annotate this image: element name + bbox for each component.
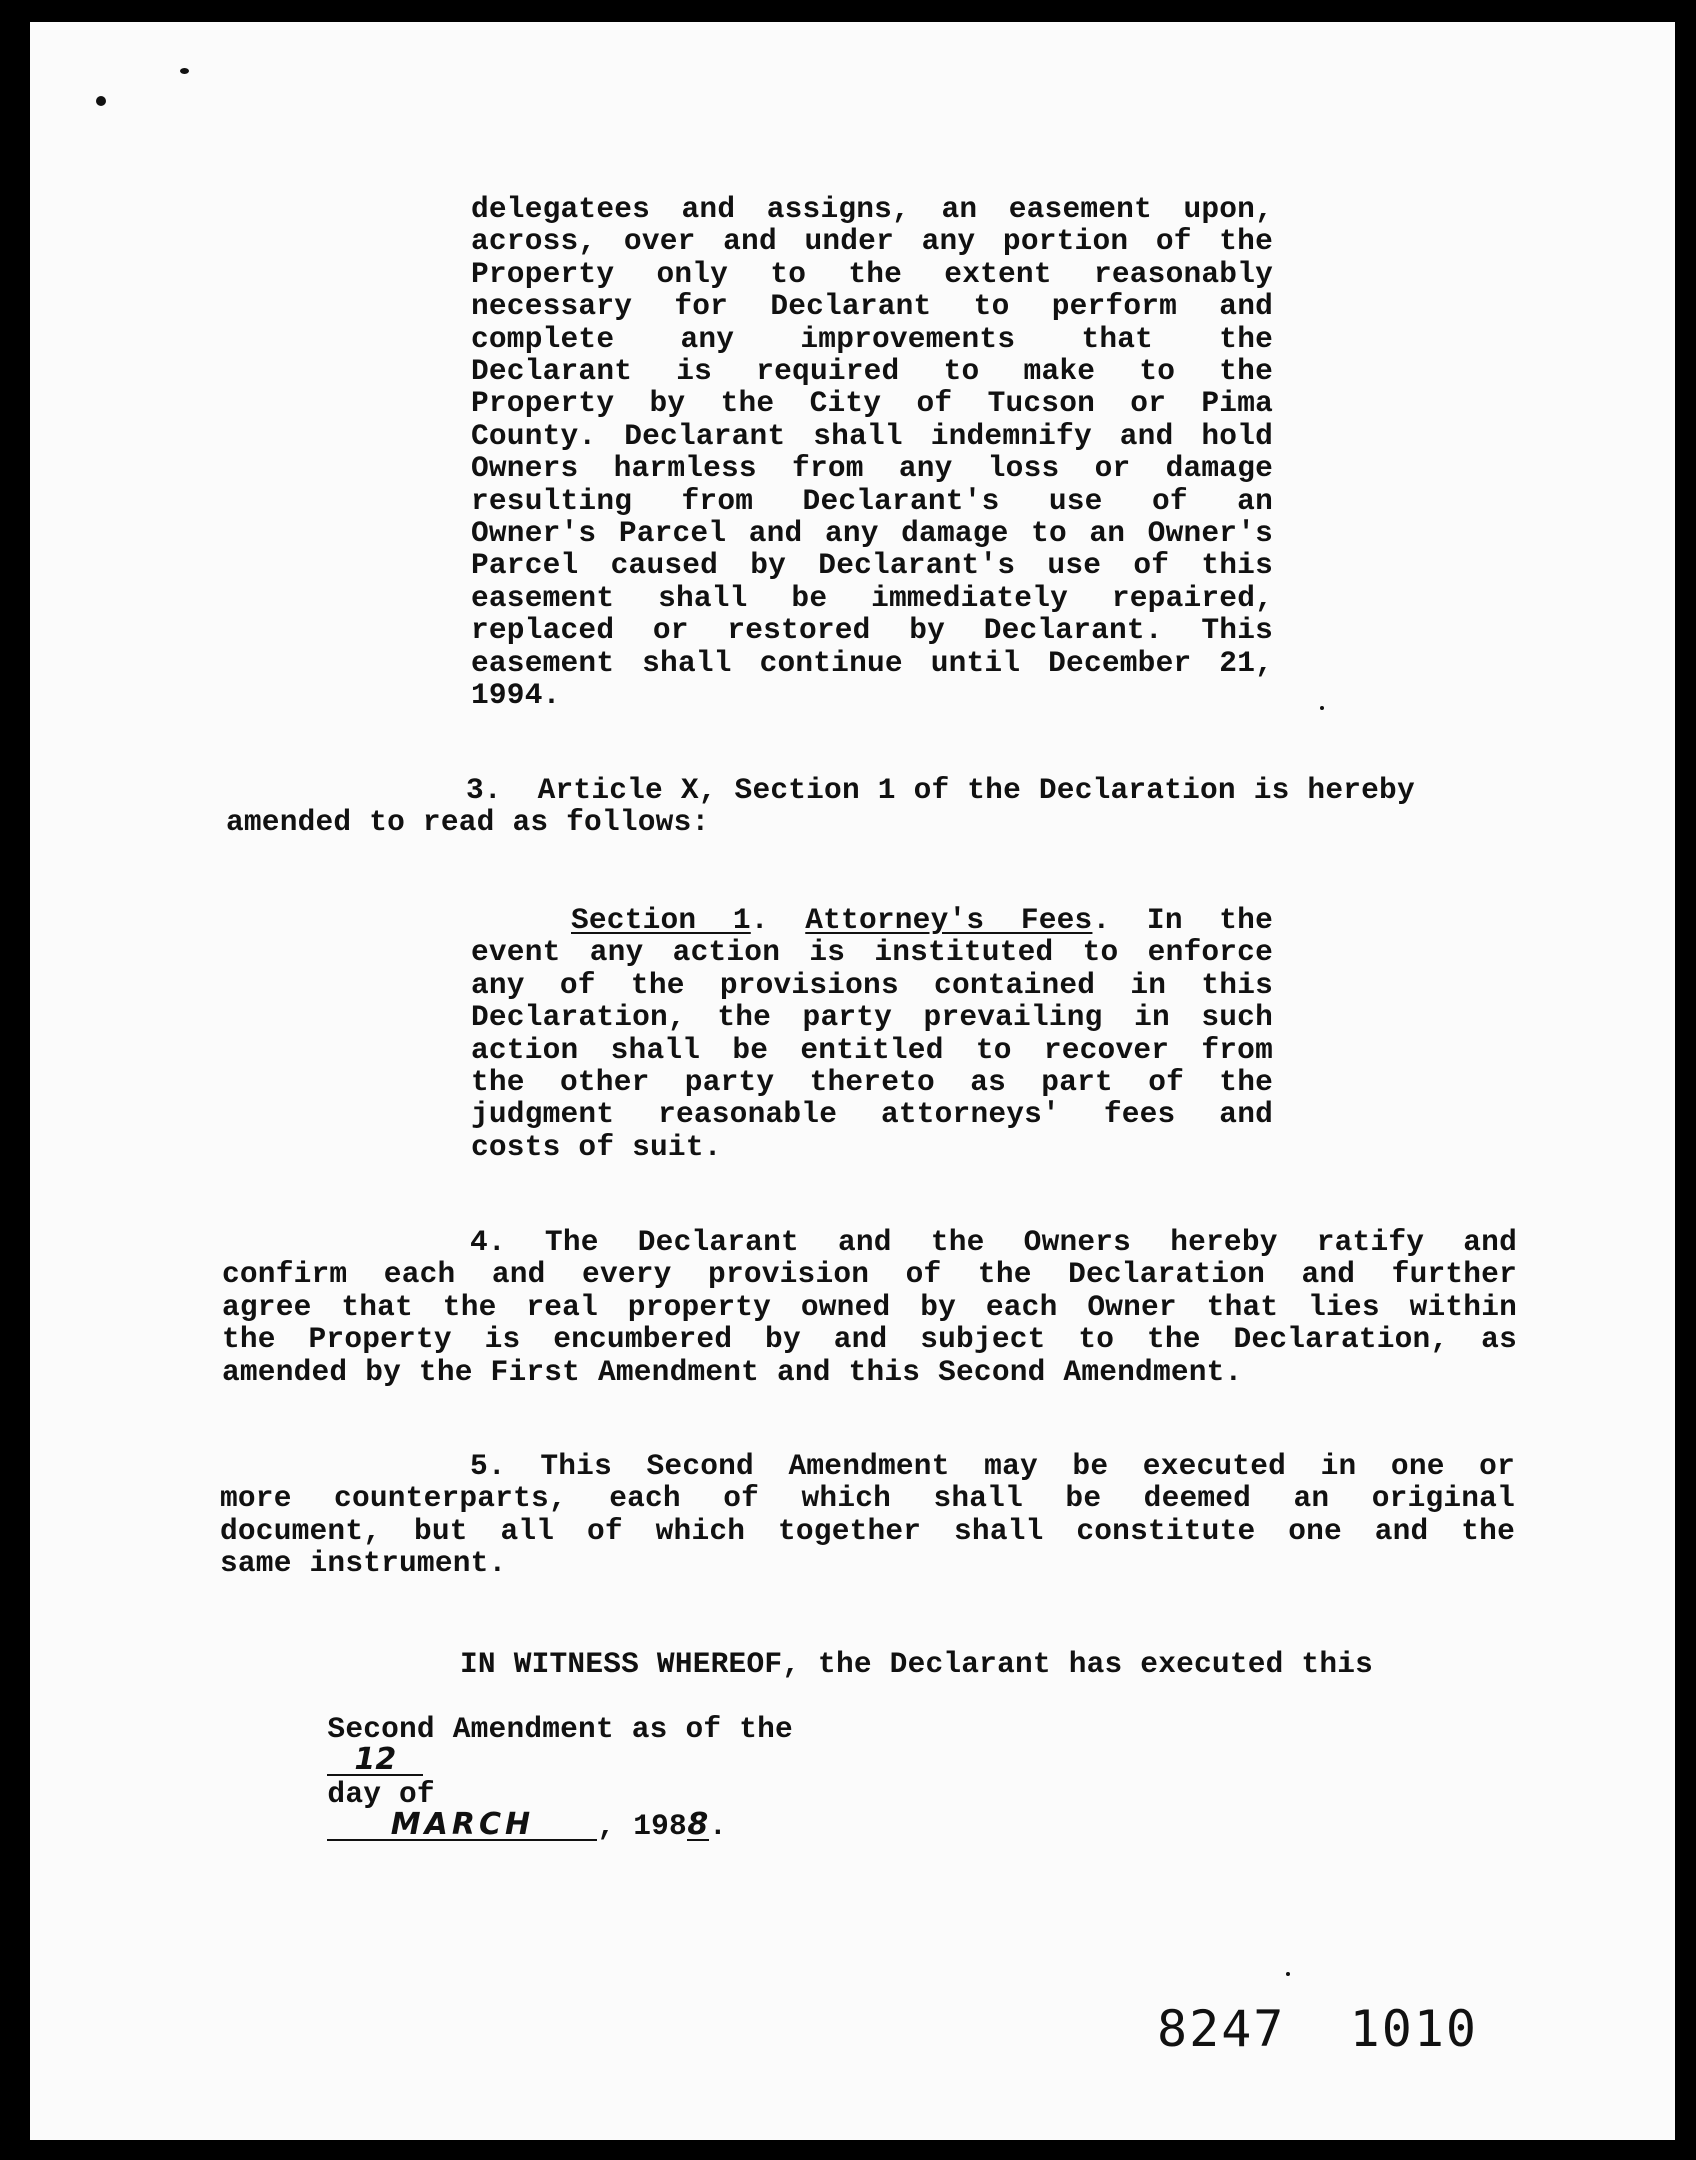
document-page bbox=[30, 22, 1675, 2140]
scan-speck bbox=[1320, 706, 1324, 710]
text-line: 3. Article X, Section 1 of the Declaration is hereby bbox=[466, 773, 1415, 807]
scan-speck bbox=[1286, 1972, 1290, 1976]
text-line: any of the provisions contained in this bbox=[471, 967, 1273, 1002]
handwritten-day: 12 bbox=[327, 1746, 423, 1776]
text-line: document, but all of which together shall constitute one and the bbox=[220, 1513, 1515, 1548]
text-line: judgment reasonable attorneys' fees and bbox=[471, 1097, 1273, 1132]
scan-speck bbox=[180, 68, 189, 74]
text-line: across, over and under any portion of the bbox=[471, 224, 1273, 259]
text-fragment: In the bbox=[1146, 903, 1273, 937]
text-line: 4. The Declarant and the Owners hereby ratify and bbox=[470, 1225, 1517, 1259]
item-3 bbox=[226, 774, 1526, 839]
text-line: delegatees and assigns, an easement upon, bbox=[471, 192, 1273, 226]
handwritten-year-digit: 8 bbox=[687, 1807, 709, 1843]
text-line: action shall be entitled to recover from bbox=[471, 1032, 1273, 1067]
text-line: Property only to the extent reasonably bbox=[471, 256, 1273, 291]
item-5 bbox=[220, 1450, 1515, 1580]
document-number: 8247 1010 bbox=[1157, 2000, 1479, 2058]
scan-speck bbox=[96, 96, 106, 106]
text-fragment: . bbox=[708, 1809, 727, 1844]
text-line: Property by the City of Tucson or Pima bbox=[471, 386, 1273, 421]
text-line: agree that the real property owned by each Owner that lies within bbox=[222, 1289, 1517, 1324]
text-line: the Property is encumbered by and subject to the Declaration, as bbox=[222, 1322, 1517, 1357]
text-line: replaced or restored by Declarant. This bbox=[471, 613, 1273, 648]
signature-date-line bbox=[220, 1680, 1520, 1874]
text-line: easement shall be immediately repaired, bbox=[471, 580, 1273, 615]
text-line: IN WITNESS WHEREOF, the Declarant has executed this bbox=[460, 1647, 1374, 1681]
text-line: 1994. bbox=[471, 678, 561, 713]
text-line: event any action is instituted to enforce bbox=[471, 935, 1273, 970]
section-1-attorneys-fees bbox=[471, 904, 1273, 1163]
text-line: more counterparts, each of which shall be deemed an original bbox=[220, 1481, 1515, 1516]
text-line: same instrument. bbox=[220, 1546, 507, 1581]
witness-clause bbox=[220, 1648, 1520, 1875]
text-line: the other party thereto as part of the bbox=[471, 1065, 1273, 1100]
continuation-paragraph bbox=[471, 193, 1273, 712]
section-number: Section 1 bbox=[571, 903, 751, 937]
handwritten-month: MARCH bbox=[327, 1811, 597, 1841]
text-line: confirm each and every provision of the Declaration and further bbox=[222, 1257, 1517, 1292]
text-line: complete any improvements that the bbox=[471, 321, 1273, 356]
text-line: necessary for Declarant to perform and bbox=[471, 289, 1273, 324]
text-line: County. Declarant shall indemnify and hold bbox=[471, 418, 1273, 453]
text-line: costs of suit. bbox=[471, 1129, 722, 1164]
text-line: resulting from Declarant's use of an bbox=[471, 483, 1273, 518]
text-fragment: Second Amendment as of the bbox=[327, 1711, 793, 1746]
text-fragment: day of bbox=[327, 1776, 435, 1811]
section-heading-line: Section 1. Attorney's Fees. In the bbox=[571, 903, 1273, 937]
text-line: easement shall continue until December 21, bbox=[471, 645, 1273, 680]
text-line: amended by the First Amendment and this Second Amendment. bbox=[222, 1354, 1243, 1389]
item-4 bbox=[222, 1226, 1517, 1388]
text-line: Parcel caused by Declarant's use of this bbox=[471, 548, 1273, 583]
text-line: Owners harmless from any loss or damage bbox=[471, 451, 1273, 486]
text-line: amended to read as follows: bbox=[226, 805, 710, 840]
text-fragment: , 198 bbox=[597, 1809, 687, 1844]
text-line: 5. This Second Amendment may be executed in one or bbox=[470, 1449, 1515, 1483]
section-title: Attorney's Fees bbox=[805, 903, 1093, 937]
text-line: Declaration, the party prevailing in such bbox=[471, 1000, 1273, 1035]
text-line: Owner's Parcel and any damage to an Owner's bbox=[471, 516, 1273, 551]
text-line: Declarant is required to make to the bbox=[471, 354, 1273, 389]
